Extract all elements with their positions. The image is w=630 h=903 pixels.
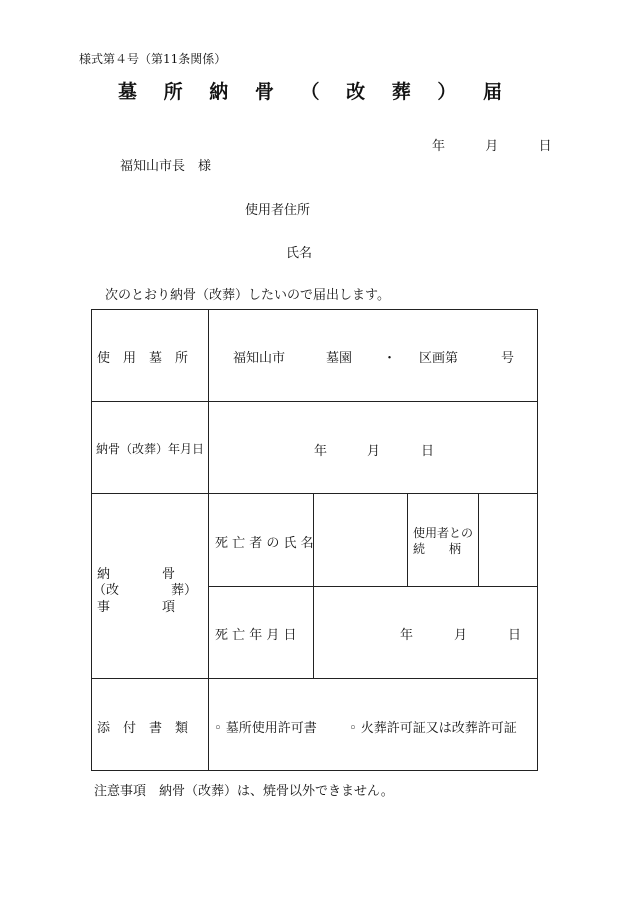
cemetery-label: 墓園 <box>326 351 353 366</box>
interment-year-label: 年 <box>314 444 328 459</box>
deceased-name-label: 死 亡 者 の 氏 名 <box>215 536 314 551</box>
date-month-label: 月 <box>485 139 499 154</box>
table-divider <box>313 493 314 678</box>
table-divider <box>91 493 538 494</box>
relation-label-1: 使用者との <box>413 526 474 540</box>
table-divider <box>208 586 538 587</box>
interment-items-label-2: （改 葬） <box>93 583 198 598</box>
death-date-label: 死 亡 年 月 日 <box>215 628 297 643</box>
date-day-label: 日 <box>538 139 552 154</box>
table-divider <box>208 309 209 771</box>
interment-date-label: 納骨（改葬）年月日 <box>96 442 205 456</box>
form-title: 墓 所 納 骨 （ 改 葬 ） 届 <box>118 81 512 103</box>
separator-dot: ・ <box>383 351 397 366</box>
used-grave-label: 使 用 墓 所 <box>97 351 189 366</box>
attachment-cremation-permit: ◦ 火葬許可証又は改葬許可証 <box>349 721 517 736</box>
interment-items-label-1: 納 骨 <box>97 567 176 582</box>
intro-text: 次のとおり納骨（改葬）したいので届出します。 <box>105 288 390 303</box>
interment-day-label: 日 <box>421 444 435 459</box>
attachments-label: 添 付 書 類 <box>97 721 189 736</box>
death-year-label: 年 <box>400 628 414 643</box>
applicant-address-label: 使用者住所 <box>245 203 311 218</box>
number-label: 号 <box>501 351 515 366</box>
death-month-label: 月 <box>454 628 468 643</box>
table-divider <box>91 401 538 402</box>
submission-date <box>432 135 552 154</box>
section-label: 区画第 <box>419 351 459 366</box>
city-label: 福知山市 <box>233 351 286 366</box>
attachment-grave-permit: ◦ 墓所使用許可書 <box>214 721 317 736</box>
table-divider <box>478 493 479 586</box>
table-divider <box>91 678 538 679</box>
interment-items-label-3: 事 項 <box>97 600 176 615</box>
form-number: 様式第４号（第11条関係） <box>79 52 227 66</box>
death-day-label: 日 <box>508 628 522 643</box>
applicant-name-label: 氏名 <box>286 246 313 261</box>
interment-month-label: 月 <box>367 444 381 459</box>
relation-label-2: 続 柄 <box>413 542 462 556</box>
date-year-label: 年 <box>432 139 446 154</box>
table-divider <box>407 493 408 586</box>
notice-text: 注意事項 納骨（改葬）は、焼骨以外できません。 <box>94 784 394 799</box>
recipient: 福知山市長 様 <box>120 159 212 174</box>
